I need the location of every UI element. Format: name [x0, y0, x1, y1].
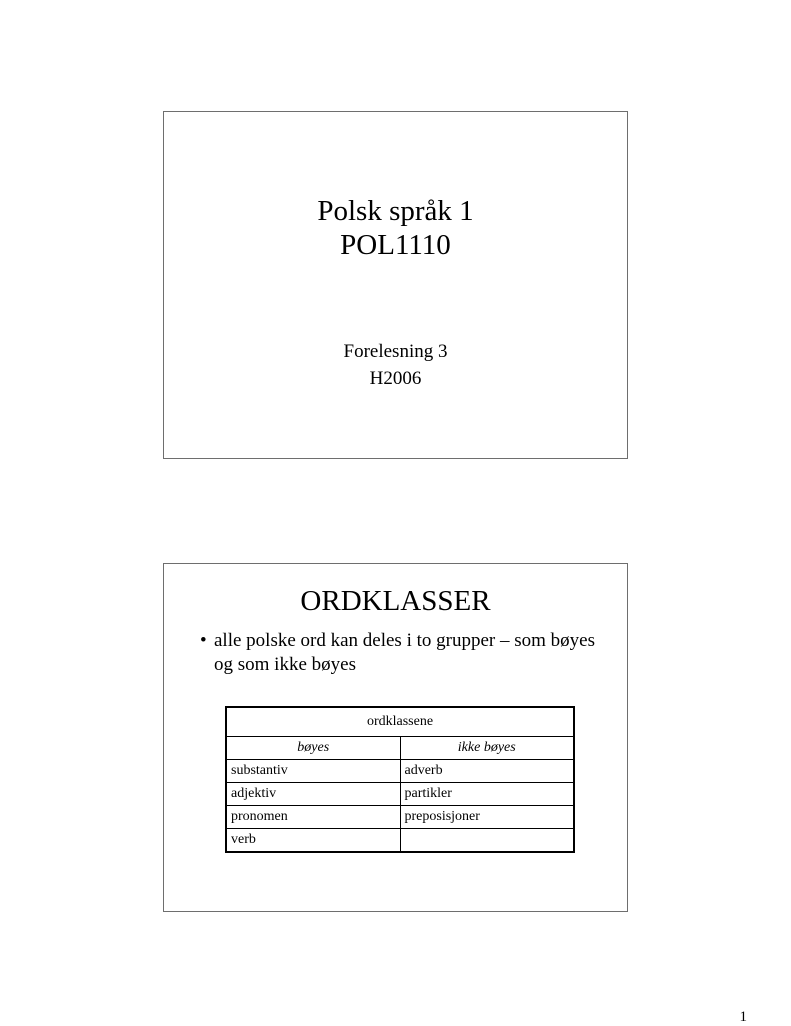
course-code: POL1110 — [340, 229, 451, 261]
course-title: Polsk språk 1 — [317, 195, 474, 227]
table-cell: adjektiv — [226, 783, 400, 806]
table-row — [226, 806, 574, 829]
column-header-uninflected: ikke bøyes — [400, 737, 574, 760]
slide-1 — [163, 111, 628, 459]
table-row — [226, 783, 574, 806]
table-row — [226, 760, 574, 783]
table-cell: preposisjoner — [400, 806, 574, 829]
table-caption: ordklassene — [226, 707, 574, 737]
table-header-row — [226, 737, 574, 760]
slide-1-title — [164, 194, 627, 262]
slide-2-heading: ORDKLASSER — [300, 585, 491, 617]
table-caption-row — [226, 707, 574, 737]
table-cell: verb — [226, 829, 400, 853]
semester: H2006 — [369, 368, 422, 389]
slide-1-subtitle — [164, 338, 627, 392]
bullet-text: alle polske ord kan deles i to grupper – som bøyes og som ikke bøyes — [214, 630, 595, 675]
page-number: 1 — [739, 1009, 747, 1025]
table-cell: substantiv — [226, 760, 400, 783]
table-cell: partikler — [400, 783, 574, 806]
bullet-item — [200, 629, 610, 677]
table-cell: adverb — [400, 760, 574, 783]
table-cell — [400, 829, 574, 853]
table-row — [226, 829, 574, 853]
table-cell: pronomen — [226, 806, 400, 829]
column-header-inflected: bøyes — [226, 737, 400, 760]
word-class-table — [225, 706, 575, 853]
slide-2 — [163, 563, 628, 912]
bullet-icon: • — [200, 630, 207, 651]
lecture-number: Forelesning 3 — [343, 341, 448, 362]
